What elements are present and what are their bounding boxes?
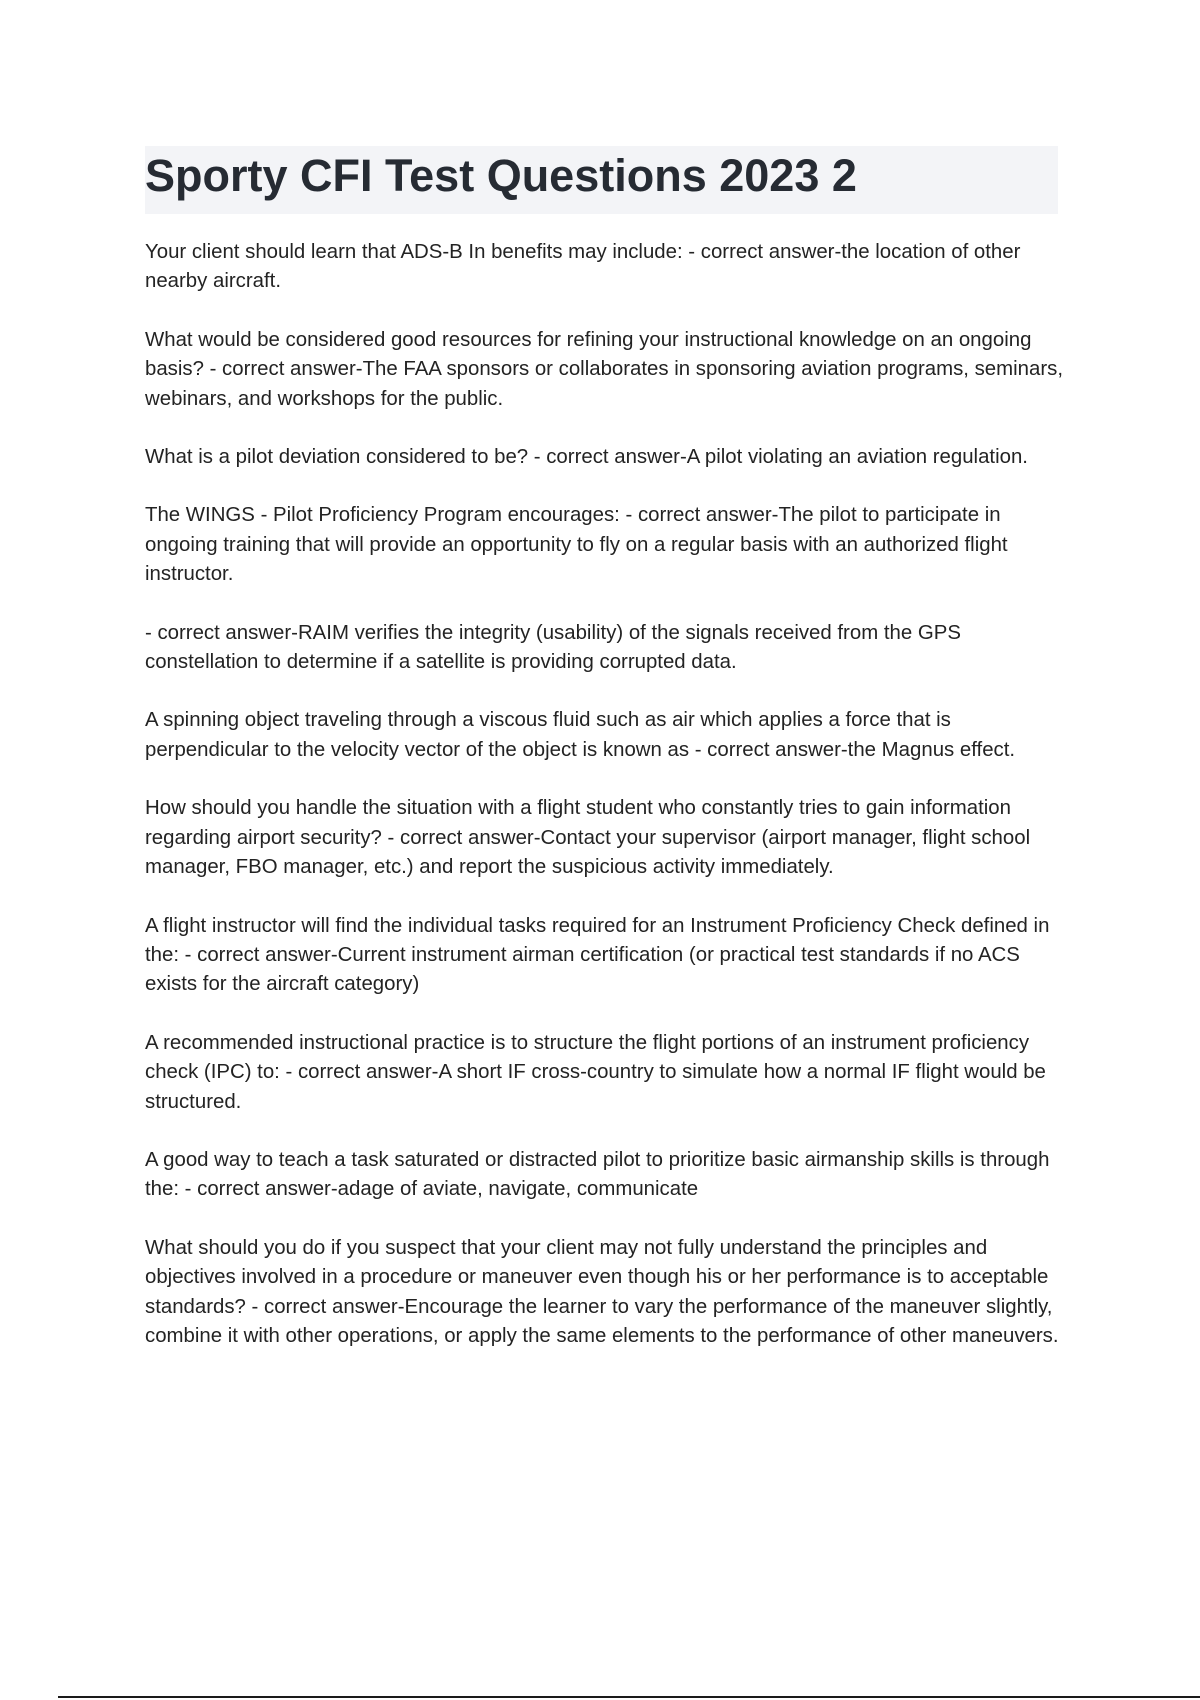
qa-item: What is a pilot deviation considered to be? - correct answer-A pilot violating an aviation regulation. <box>145 446 1028 469</box>
qa-list <box>145 238 1063 1380</box>
qa-item: How should you handle the situation with a flight student who constantly tries to gain information regarding airport security? - correct answer-Contact your supervisor (airport manager, flight school manager, FBO manager, etc.) and report the suspicious activity immediately. <box>145 797 1031 879</box>
qa-item: A good way to teach a task saturated or distracted pilot to prioritize basic airmanship skills is through the: - correct answer-adage of aviate, navigate, communicate <box>145 1148 1050 1201</box>
qa-item: - correct answer-RAIM verifies the integrity (usability) of the signals received from the GPS constellation to determine if a satellite is providing corrupted data. <box>145 621 961 674</box>
qa-item: Your client should learn that ADS-B In benefits may include: - correct answer-the location of other nearby aircraft. <box>145 241 1021 293</box>
qa-item: What should you do if you suspect that your client may not fully understand the principles and objectives involved in a procedure or maneuver even though his or her performance is to acceptable standards? - correct answer-Encourage the learner to vary the performance of the maneuver slightly, combine it with other operations, or apply the same elements to the performance of other maneuvers. <box>145 1236 1059 1347</box>
qa-item: What would be considered good resources for refining your instructional knowledge on an ongoing basis? - correct answer-The FAA sponsors or collaborates in sponsoring aviation programs, seminars, webinars, and workshops for the public. <box>145 328 1063 410</box>
qa-item: A flight instructor will find the individual tasks required for an Instrument Proficiency Check defined in the: - correct answer-Current instrument airman certification (or practical test standards if no ACS exists for the aircraft category) <box>145 914 1050 996</box>
page-title: Sporty CFI Test Questions 2023 2 <box>145 150 857 201</box>
qa-item: The WINGS - Pilot Proficiency Program encourages: - correct answer-The pilot to participate in ongoing training that will provide an opportunity to fly on a regular basis with an authorized flight instructor. <box>145 504 1008 586</box>
qa-item: A recommended instructional practice is to structure the flight portions of an instrument proficiency check (IPC) to: - correct answer-A short IF cross-country to simulate how a normal IF flight would be structured. <box>145 1031 1046 1113</box>
title-band <box>145 146 1058 214</box>
qa-item: A spinning object traveling through a viscous fluid such as air which applies a force that is perpendicular to the velocity vector of the object is known as - correct answer-the Magnus effect. <box>145 709 1016 761</box>
footer-rule <box>58 1696 1200 1698</box>
